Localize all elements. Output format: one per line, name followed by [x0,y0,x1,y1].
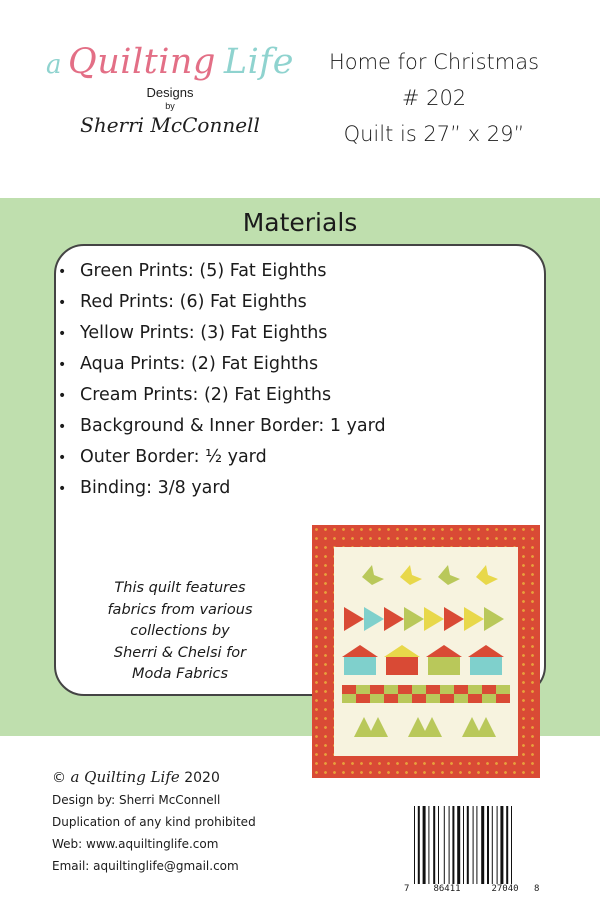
materials-item [58,349,386,380]
barcode-bar [506,806,508,884]
designer-credit: Design by: Sherri McConnell [52,793,221,807]
logo-a: a [46,50,63,80]
materials-item-text: Outer Border: ½ yard [80,447,267,467]
materials-list [58,256,386,504]
logo-life: Life [223,42,294,82]
materials-item-text: Background & Inner Border: 1 yard [80,416,386,436]
website-line: Web: www.aquiltinglife.com [52,837,219,851]
barcode-bar [452,806,454,884]
copyright-line [52,766,256,789]
barcode-bar [500,806,503,884]
note-line: fabrics from various [107,601,253,618]
barcode-bar [449,806,450,884]
pattern-title: Home for Christmas [328,50,540,74]
barcode-bar [492,806,493,884]
star-row [362,565,498,585]
barcode-bar [438,806,439,884]
logo-wordmark [40,40,300,87]
tree-row [354,717,496,737]
barcode-bar [463,806,464,884]
materials-item-text: Aqua Prints: (2) Fat Eighths [80,354,319,374]
logo-designs: Designs [146,85,194,100]
materials-heading: Materials [242,208,358,237]
bullet: • [58,357,67,373]
barcode-left-group: 86411 [433,884,461,894]
materials-item [58,380,386,411]
materials-item-text: Yellow Prints: (3) Fat Eighths [80,323,328,343]
barcode-bar [511,806,512,884]
copyright-brand: a Quilting Life [70,768,180,786]
checker-row [342,685,510,703]
duplication-notice: Duplication of any kind prohibited [52,815,256,829]
barcode-bar [428,806,429,884]
fabric-collection-note [80,578,280,686]
materials-item-text: Red Prints: (6) Fat Eighths [80,292,307,312]
barcode-bar [414,806,415,884]
pattern-info [300,44,568,152]
footer [52,766,256,877]
logo-author: Sherri McConnell [80,113,260,137]
barcode-bar [418,806,420,884]
barcode-bar [487,806,489,884]
geese-row [344,607,504,631]
materials-item-text: Cream Prints: (2) Fat Eighths [80,385,332,405]
note-line: collections by [130,623,230,639]
pattern-number: # 202 [401,86,467,110]
note-line: Moda Fabrics [131,666,229,682]
barcode-bar [497,806,498,884]
bullet: • [58,295,67,311]
copyright-symbol: © [52,770,66,786]
barcode-bar [423,806,426,884]
bullet: • [58,264,67,280]
barcode-bar [473,806,474,884]
materials-item-text: Binding: 3/8 yard [80,478,231,498]
bullet: • [58,326,67,342]
materials-item [58,256,386,287]
quilt-size: Quilt is 27” x 29” [343,122,525,146]
barcode-right-group: 27040 [491,884,519,894]
house-row [342,645,504,675]
barcode-bar [476,806,477,884]
barcode-bar [457,806,460,884]
quilt-photo [312,525,540,778]
materials-item [58,318,386,349]
barcode-digits [404,884,544,894]
materials-item [58,411,386,442]
barcode-bar [444,806,445,884]
email-line: Email: aquiltinglife@gmail.com [52,859,239,873]
logo-quilting: Quilting [68,42,216,82]
copyright-year: 2020 [184,770,220,786]
bullet: • [58,419,67,435]
note-line: This quilt features [114,580,246,596]
materials-item-text: Green Prints: (5) Fat Eighths [80,261,327,281]
barcode [412,806,532,884]
materials-item [58,287,386,318]
bullet: • [58,450,67,466]
brand-logo [40,40,300,137]
quilt-center [334,547,518,756]
note-line: Sherri & Chelsi for [113,644,247,661]
bullet: • [58,481,67,497]
barcode-bar [467,806,469,884]
bullet: • [58,388,67,404]
quilt-blocks-illustration [334,547,518,756]
barcode-bar [481,806,484,884]
materials-item [58,473,386,504]
logo-by: by [165,101,175,111]
barcode-bar [433,806,435,884]
materials-item [58,442,386,473]
barcode-check-digit: 8 [534,884,540,894]
barcode-first-digit: 7 [404,884,410,894]
